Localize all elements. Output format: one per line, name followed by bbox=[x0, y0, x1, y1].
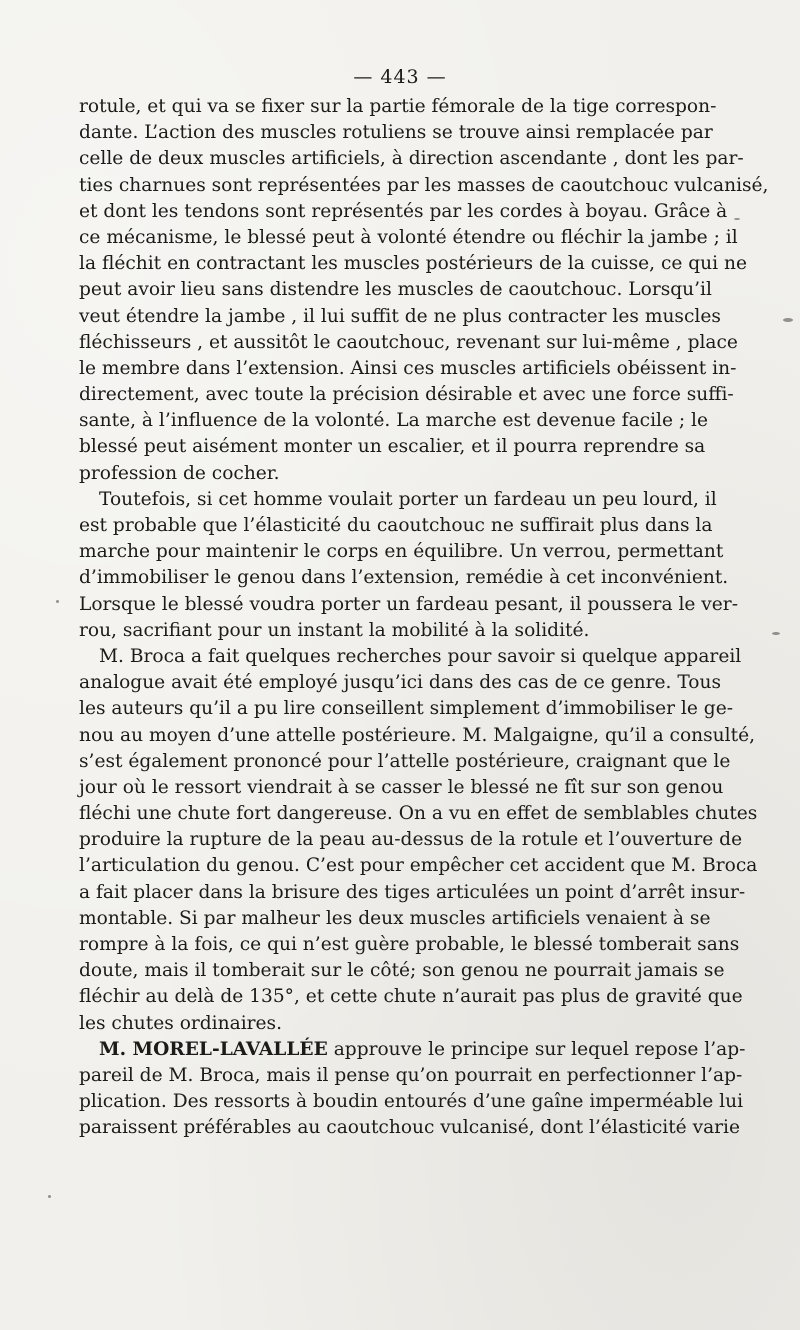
text-line: sante, à l’influence de la volonté. La marche est devenue facile ; le bbox=[79, 410, 709, 432]
text-line: fléchi une chute fort dangereuse. On a vu en effet de semblables chutes bbox=[79, 803, 758, 825]
paper-speck bbox=[783, 318, 793, 322]
paper-speck bbox=[56, 600, 59, 603]
text-line: plication. Des ressorts à boudin entourés d’une gaîne imperméable lui bbox=[79, 1091, 744, 1113]
text-line: les auteurs qu’il a pu lire conseillent simplement d’immobiliser le ge- bbox=[79, 698, 733, 720]
text-line-rest: approuve le principe sur lequel repose l’ap- bbox=[333, 1038, 746, 1060]
speaker-name: M. MOREL-LAVALLÉE bbox=[99, 1038, 328, 1060]
body-text bbox=[79, 94, 769, 1142]
text-line: blessé peut aisément monter un escalier, et il pourra reprendre sa bbox=[79, 436, 706, 458]
text-line: peut avoir lieu sans distendre les muscles de caoutchouc. Lorsqu’il bbox=[79, 279, 712, 301]
text-line: paraissent préférables au caoutchouc vulcanisé, dont l’élasticité varie bbox=[79, 1117, 741, 1139]
text-line: est probable que l’élasticité du caoutchouc ne suffirait plus dans la bbox=[79, 515, 713, 536]
text-line: et dont les tendons sont représentés par les cordes à boyau. Grâce à bbox=[79, 200, 728, 222]
text-line: montable. Si par malheur les deux muscles artificiels venaient à se bbox=[79, 907, 711, 929]
paper-speck bbox=[48, 1195, 51, 1198]
text-line: l’articulation du genou. C’est pour empêcher cet accident que M. Broca bbox=[79, 855, 758, 877]
paragraph-1 bbox=[79, 94, 769, 487]
text-line: pareil de M. Broca, mais il pense qu’on pourrait en perfectionner l’ap- bbox=[79, 1064, 743, 1086]
text-line: d’immobiliser le genou dans l’extension, remédie à cet inconvénient. bbox=[79, 567, 729, 589]
text-line: ce mécanisme, le blessé peut à volonté étendre ou fléchir la jambe ; il bbox=[79, 226, 738, 248]
text-line: dante. L’action des muscles rotuliens se trouve ainsi remplacée par bbox=[79, 122, 713, 144]
text-line: a fait placer dans la brisure des tiges articulées un point d’arrêt insur- bbox=[79, 881, 746, 903]
paragraph-4 bbox=[79, 1037, 746, 1142]
text-line: Lorsque le blessé voudra porter un fardeau pesant, il poussera le ver- bbox=[79, 593, 738, 615]
paper-speck bbox=[772, 632, 780, 635]
text-line: les chutes ordinaires. bbox=[79, 1012, 282, 1034]
paragraph-2 bbox=[79, 487, 738, 644]
paper-speck bbox=[734, 218, 740, 220]
text-line: Toutefois, si cet homme voulait porter un fardeau un peu lourd, il bbox=[99, 488, 717, 510]
text-line: marche pour maintenir le corps en équilibre. Un verrou, permettant bbox=[79, 541, 724, 563]
page-number: — 443 — bbox=[353, 66, 447, 88]
text-line: produire la rupture de la peau au-dessus de la rotule et l’ouverture de bbox=[79, 829, 743, 851]
text-line: fléchisseurs , et aussitôt le caoutchouc, revenant sur lui-même , place bbox=[79, 331, 738, 353]
text-line: analogue avait été employé jusqu’ici dans des cas de ce genre. Tous bbox=[79, 672, 721, 694]
text-line: s’est également prononcé pour l’attelle postérieure, craignant que le bbox=[79, 750, 731, 772]
text-line: celle de deux muscles artificiels, à direction ascendante , dont les par- bbox=[79, 148, 744, 170]
text-line: nou au moyen d’une attelle postérieure. M. Malgaigne, qu’il a consulté, bbox=[79, 724, 755, 746]
text-line: M. Broca a fait quelques recherches pour savoir si quelque appareil bbox=[99, 645, 742, 667]
text-line: ties charnues sont représentées par les masses de caoutchouc vulcanisé, bbox=[79, 174, 769, 196]
text-line: rou, sacrifiant pour un instant la mobilité à la solidité. bbox=[79, 619, 590, 641]
paragraph-3 bbox=[79, 644, 758, 1037]
text-line: directement, avec toute la précision désirable et avec une force suffi- bbox=[79, 384, 734, 406]
text-line: jour où le ressort viendrait à se casser le blessé ne fît sur son genou bbox=[79, 776, 724, 798]
text-line: fléchir au delà de 135°, et cette chute n’aurait pas plus de gravité que bbox=[79, 986, 743, 1008]
text-line: la fléchit en contractant les muscles postérieurs de la cuisse, ce qui ne bbox=[79, 253, 747, 275]
text-line: doute, mais il tomberait sur le côté; son genou ne pourrait jamais se bbox=[79, 960, 725, 982]
text-line: profession de cocher. bbox=[79, 462, 280, 484]
text-line: veut étendre la jambe , il lui suffit de ne plus contracter les muscles bbox=[79, 305, 721, 327]
text-line bbox=[79, 1037, 746, 1063]
text-line: rompre à la fois, ce qui n’est guère probable, le blessé tomberait sans bbox=[79, 934, 740, 955]
text-line: le membre dans l’extension. Ainsi ces muscles artificiels obéissent in- bbox=[79, 357, 737, 379]
text-line: rotule, et qui va se fixer sur la partie fémorale de la tige correspon- bbox=[79, 96, 717, 117]
